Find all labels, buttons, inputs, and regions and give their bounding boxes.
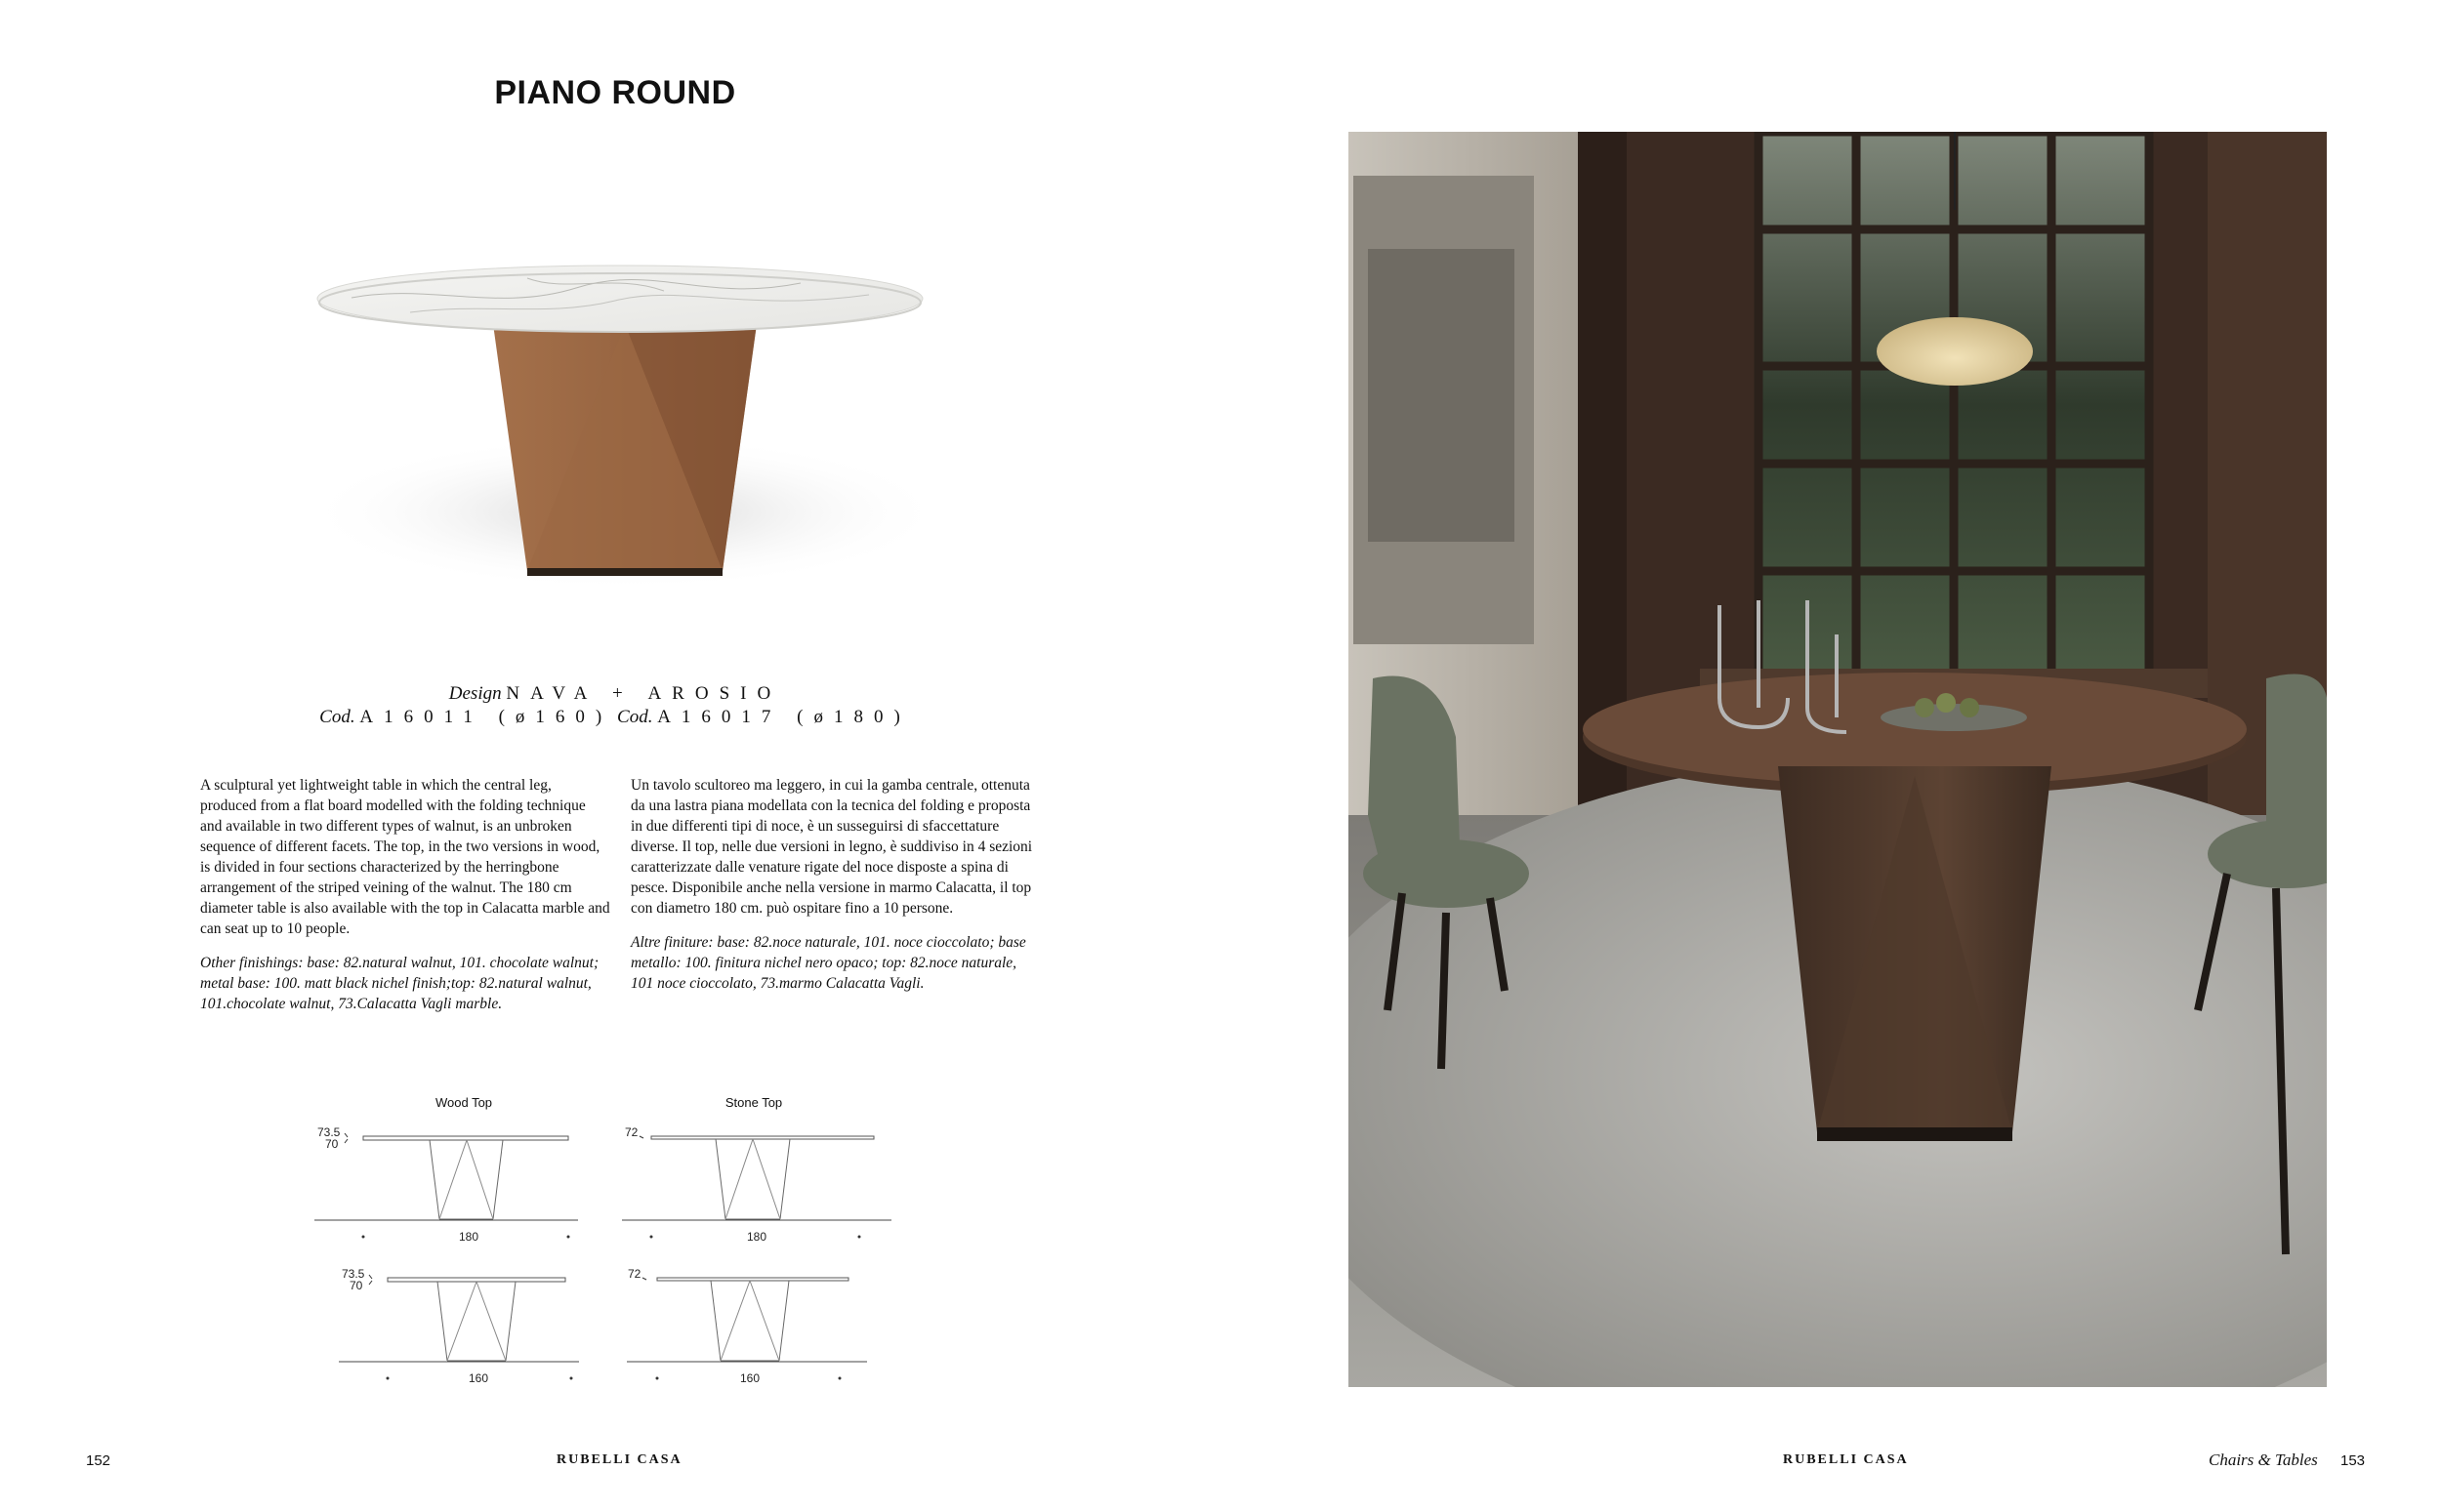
width-label: 160 — [740, 1371, 761, 1385]
height-label: 70 — [325, 1137, 339, 1151]
wood-top-160-drawing — [337, 1259, 581, 1386]
wood-top-label: Wood Top — [434, 1095, 493, 1110]
description-en-body: A sculptural yet lightweight table in which the central leg, produced from a flat board modelled with the folding technique and available in two different types of walnut, is an unbroken sequence of different facets. The top, in the two versions in wood, is divided in four sections characterized by the herringbone arrangement of the striped veining of the walnut. The 180 cm diameter table is also available with the top in Calacatta marble and can seat up to 10 people. — [200, 777, 610, 937]
interior-scene-photo — [1348, 132, 2327, 1387]
height-label: 73.5 — [342, 1267, 365, 1281]
stone-top-180-drawing — [620, 1118, 893, 1245]
right-brand: RUBELLI CASA — [1783, 1452, 1909, 1467]
left-page-number: 152 — [86, 1452, 111, 1469]
product-codes — [0, 707, 1230, 728]
left-brand: RUBELLI CASA — [557, 1452, 683, 1467]
wood-top-180-drawing — [312, 1118, 586, 1245]
description-english — [200, 775, 610, 1028]
width-label: 180 — [747, 1230, 767, 1244]
code-label-1: Cod. — [319, 707, 355, 727]
description-italian — [631, 775, 1041, 1007]
height-label: 72 — [628, 1267, 641, 1281]
finishings-it: Altre finiture: base: 82.noce naturale, 101. noce cioccolato; base metallo: 100. finitura nichel nero opaco; top: 82.noce naturale, 101 noce cioccolato, 73.marmo Calacatta Vagli. — [631, 934, 1026, 992]
description-it-body: Un tavolo scultoreo ma leggero, in cui la gamba centrale, ottenuta da una lastra piana modellata con la tecnica del folding e proposta in due differenti tipi di noce, è un susseguirsi di sfaccettature diverse. Il top, nelle due versioni in legno, è suddiviso in 4 sezioni caratterizzate dalle venature rigate del noce disposte a spina di pesce. Disponibile anche nella versione in marmo Calacatta, il top con diametro 180 cm. può ospitare fino a 10 persone. — [631, 777, 1033, 917]
product-photo — [293, 244, 957, 605]
width-label: 160 — [469, 1371, 489, 1385]
finishings-en: Other finishings: base: 82.natural walnut, 101. chocolate walnut; metal base: 100. matt black nichel finish;top: 82.natural walnut, 101.chocolate walnut, 73.Calacatta Vagli marble. — [200, 955, 600, 1012]
code-2: A16017 (ø180) — [657, 707, 911, 727]
code-label-2: Cod. — [617, 707, 653, 727]
code-1: A16011 (ø160) — [359, 707, 613, 727]
height-label: 70 — [350, 1279, 363, 1292]
section-title: Chairs & Tables — [2209, 1451, 2318, 1469]
stone-top-label: Stone Top — [724, 1095, 783, 1110]
designer-names: NAVA + AROSIO — [506, 683, 782, 704]
right-page-number: 153 — [2340, 1452, 2366, 1469]
stone-top-160-drawing — [625, 1259, 869, 1386]
product-title: PIANO ROUND — [494, 74, 736, 111]
height-label: 73.5 — [317, 1125, 341, 1139]
designer-credit — [0, 683, 1230, 705]
height-label: 72 — [625, 1125, 639, 1139]
width-label: 180 — [459, 1230, 479, 1244]
design-label: Design — [448, 683, 502, 704]
